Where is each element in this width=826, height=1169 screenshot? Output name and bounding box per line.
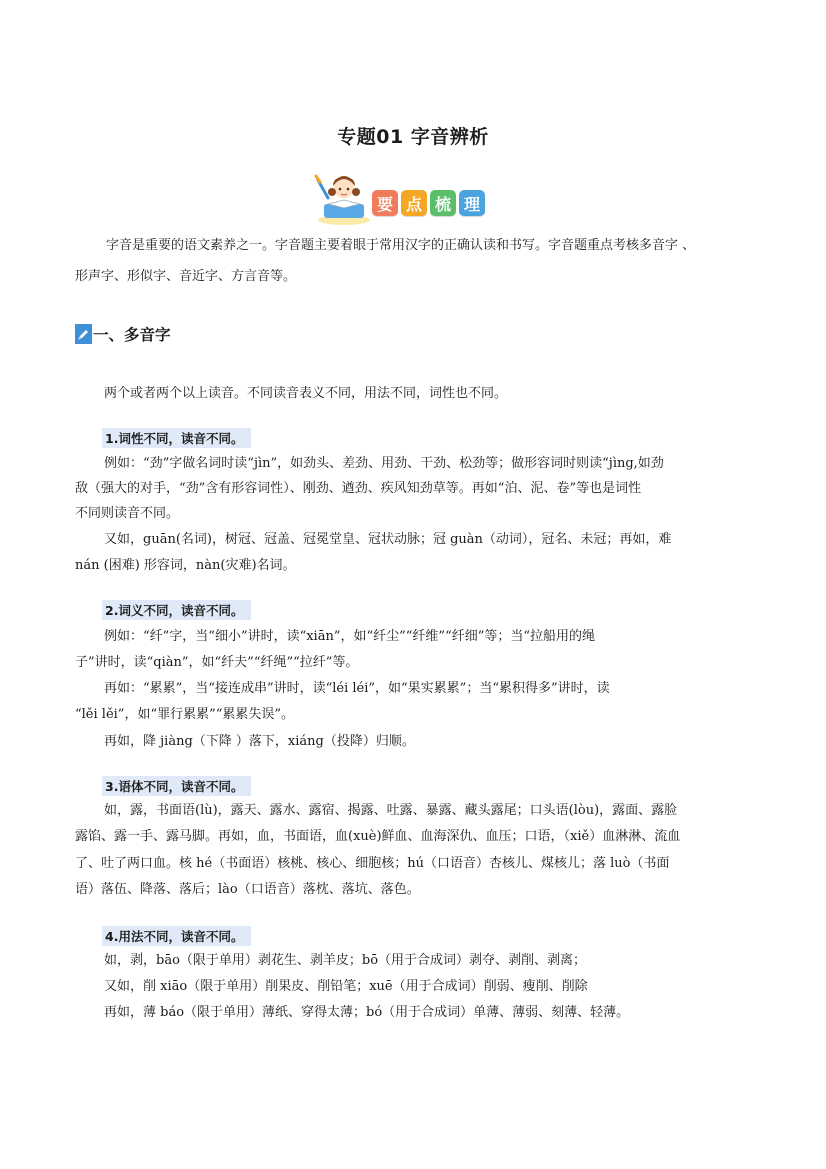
badge-char: 要 xyxy=(372,190,398,216)
paragraph-line: nán (困难) 形容词，nàn(灾难)名词。 xyxy=(75,558,296,573)
paragraph-line: 再如，薄 báo（限于单用）薄纸、穿得太薄；bó（用于合成词）单薄、薄弱、刻薄、轻薄。 xyxy=(104,1005,630,1020)
paragraph-line: 再如，降 jiàng（下降 ）落下，xiáng（投降）归顺。 xyxy=(104,734,415,749)
paragraph-line: 又如，guān(名词)，树冠、冠盖、冠冕堂皇、冠状动脉；冠 guàn（动词），冠名、未冠；再如，难 xyxy=(104,532,672,547)
paragraph-line: 不同则读音不同。 xyxy=(75,506,180,521)
pen-icon xyxy=(75,324,92,344)
paragraph-line: 露馅、露一手、露马脚。再如，血，书面语，血(xuè)鲜血、血海深仇、血压；口语，（xiě）血淋淋、流血 xyxy=(75,829,681,844)
paragraph-line: 又如，削 xiāo（限于单用）削果皮、削铅笔；xuē（用于合成词）削弱、瘦削、削除 xyxy=(104,979,588,994)
subheading-2: 2.词义不同，读音不同。 xyxy=(102,600,251,620)
subheading-1: 1.词性不同，读音不同。 xyxy=(102,428,251,448)
paragraph-line: 如，露，书面语(lù)，露天、露水、露宿、揭露、吐露、暴露、藏头露尾；口头语(lòu)，露面、露脸 xyxy=(104,803,678,818)
section-title: 一、多音字 xyxy=(93,326,171,344)
paragraph-line: 子”讲时，读“qiàn”，如“纤夫”“纤绳”“拉纤”等。 xyxy=(75,655,359,670)
paragraph-line: 敌（强大的对手，“劲”含有形容词性）、刚劲、遒劲、疾风知劲草等。再如“泊、泥、卷”等也是词性 xyxy=(75,481,642,496)
badge-char: 理 xyxy=(459,190,485,216)
key-points-badge xyxy=(314,170,510,226)
student-reading-illustration xyxy=(314,170,374,226)
paragraph-line: 了、吐了两口血。核 hé（书面语）核桃、核心、细胞核；hú（口语音）杏核儿、煤核儿；落 luò（书面 xyxy=(75,856,670,871)
badge-char: 梳 xyxy=(430,190,456,216)
intro-line: 字音是重要的语文素养之一。字音题主要着眼于常用汉字的正确认读和书写。字音题重点考核多音字 、 xyxy=(106,238,696,253)
page-title: 专题01 字音辨析 xyxy=(337,126,489,148)
badge-char: 点 xyxy=(401,190,427,216)
paragraph-line: 如，剥，bāo（限于单用）剥花生、剥羊皮；bō（用于合成词）剥夺、剥削、剥离； xyxy=(104,953,587,968)
paragraph-line: “lěi lěi”，如“罪行累累”“累累失误”。 xyxy=(75,707,295,722)
paragraph-line: 语）落伍、降落、落后；lào（口语音）落枕、落坑、落色。 xyxy=(75,882,420,897)
subheading-4: 4.用法不同，读音不同。 xyxy=(102,926,251,946)
paragraph-line: 例如：“劲”字做名词时读“jìn”，如劲头、差劲、用劲、干劲、松劲等；做形容词时则读“jìng,如劲 xyxy=(104,456,664,471)
intro-line: 形声字、形似字、音近字、方言音等。 xyxy=(75,269,297,284)
section-intro: 两个或者两个以上读音。不同读音表义不同，用法不同，词性也不同。 xyxy=(104,386,508,401)
paragraph-line: 例如：“纤”字，当“细小”讲时，读“xiān”，如“纤尘”“纤维”“纤细”等；当“拉船用的绳 xyxy=(104,629,596,644)
section-heading xyxy=(75,323,171,345)
paragraph-line: 再如：“累累”，当“接连成串”讲时，读“léi léi”，如“果实累累”；当“累积得多”讲时，读 xyxy=(104,681,610,696)
subheading-3: 3.语体不同，读音不同。 xyxy=(102,776,251,796)
